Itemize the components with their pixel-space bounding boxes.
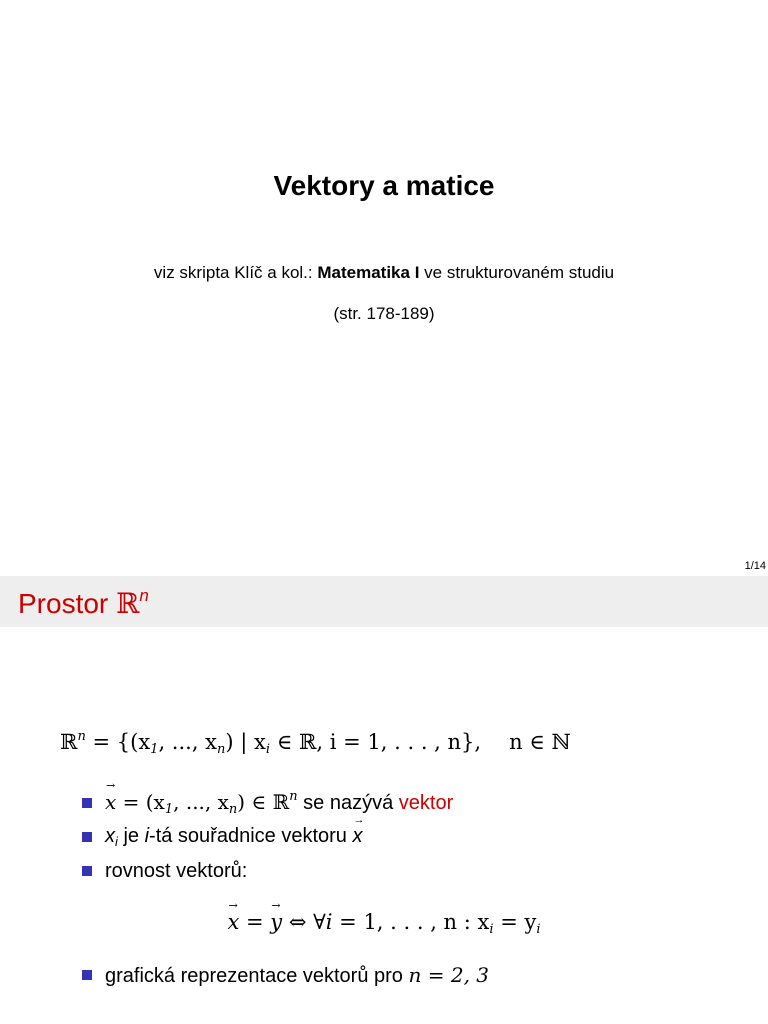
reference-suffix: ve strukturovaném studiu [424, 263, 615, 282]
slide-header-bar [0, 576, 768, 627]
slide-title: Vektory a matice [273, 170, 495, 201]
def-subn: n [217, 742, 226, 757]
reference-line [0, 263, 768, 283]
bullet-text-coordinate [105, 825, 362, 849]
page-number: 1/14 [744, 560, 766, 572]
b1-mid: , ..., x [173, 790, 229, 814]
b1-end: ) ∈ ℝ [237, 790, 290, 814]
slide-header-title [18, 586, 149, 620]
eq-vec-y: → y [270, 910, 282, 934]
def-subi: i [265, 742, 271, 757]
list-item [82, 960, 489, 990]
reference-prefix: viz skripta Klíč a kol.: [153, 263, 313, 282]
set-definition [60, 729, 571, 757]
b2-text2: -tá souřadnice vektoru [149, 825, 353, 847]
b1-highlight: vektor [398, 792, 454, 814]
vector-equality [0, 910, 768, 937]
eq-op: = [239, 910, 271, 934]
b4-text: grafická reprezentace vektorů pro [105, 964, 409, 987]
vec-x-2: → x [352, 825, 362, 848]
b3-text: rovnost vektorů: [105, 859, 248, 882]
b2-italic: i [144, 825, 150, 847]
def-exp: n [77, 729, 86, 744]
bullet-text-vector-def [105, 789, 453, 817]
b1-subn: n [228, 802, 238, 817]
eq-iff: ⇔ ∀ [282, 910, 326, 934]
header-title-symbol: ℝ [116, 587, 140, 620]
eq-sub-i: i [489, 922, 494, 937]
header-title-word: Prostor [18, 588, 109, 619]
b1-text: se nazývá [297, 792, 399, 814]
eq-sub-i2: i [536, 922, 541, 937]
bullet-text-graphic [105, 963, 489, 988]
eq-eq: = y [493, 910, 537, 934]
b2-var: x [105, 825, 115, 847]
b4-math: n = 2, 3 [408, 962, 490, 987]
list-item [82, 856, 247, 886]
def-mid2: ) | x [225, 730, 266, 754]
content-slide [0, 576, 768, 1024]
list-item [82, 788, 453, 818]
list-item [82, 822, 362, 852]
eq-quant: i [325, 910, 333, 934]
vec-x: → x [105, 790, 116, 814]
b2-text1: je [117, 825, 145, 847]
reference-book: Matematika I [317, 263, 420, 282]
b1-eq-start: = (x [116, 790, 165, 814]
bullet-square-icon [82, 970, 92, 980]
b1-exp: n [289, 789, 298, 804]
b1-sub1: 1 [164, 802, 174, 817]
header-title-exponent: n [139, 586, 149, 605]
bullet-square-icon [82, 798, 92, 808]
bullet-square-icon [82, 832, 92, 842]
eq-range: = 1, . . . , n : x [332, 910, 490, 934]
def-sub1: 1 [150, 742, 159, 757]
eq-vec-x: → x [227, 910, 239, 934]
def-rest: ∈ ℝ, i = 1, . . . , n}, [270, 730, 482, 754]
b2-sub: i [115, 834, 118, 849]
page-range: (str. 178-189) [333, 304, 435, 323]
def-condition: n ∈ ℕ [509, 730, 571, 754]
def-mid1: , ..., x [158, 730, 218, 754]
def-body-start: = {(x [85, 730, 151, 754]
def-lhs: ℝ [60, 730, 78, 754]
bullet-square-icon [82, 866, 92, 876]
